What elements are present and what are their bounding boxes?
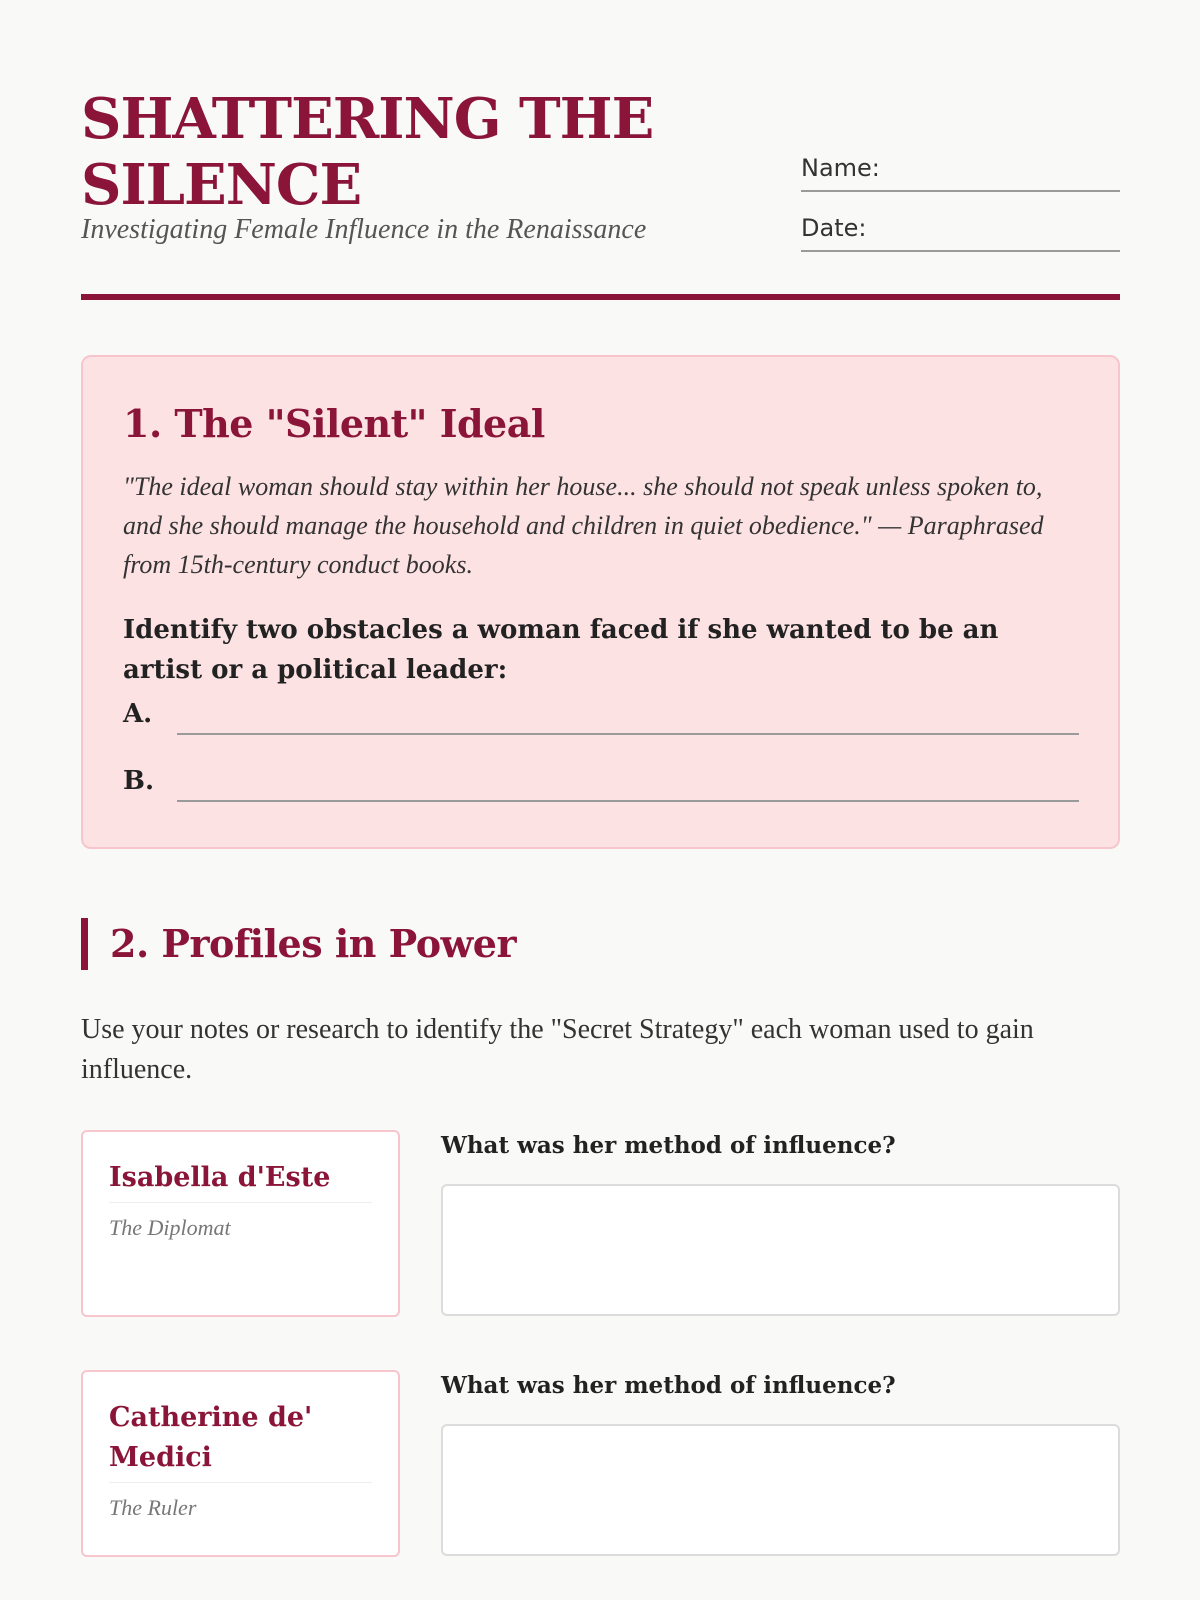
profile-name: Catherine de' Medici [109,1398,372,1483]
section-heading: 1. The "Silent" Ideal [123,401,545,446]
student-info [801,146,1120,266]
answer-line-b[interactable] [177,800,1079,802]
profile-name: Isabella d'Este [109,1158,372,1203]
method-answer-box-catherine[interactable] [441,1424,1120,1556]
question-text: Identify two obstacles a woman faced if she wanted to be an artist or a political leader: [123,615,999,685]
profile-role: The Diplomat [109,1215,231,1240]
worksheet-page [81,0,1120,1600]
quote-text: "The ideal woman should stay within her house... she should not speak unless spoken to, and she should manage the household and children in quiet obedience." — Paraphrased from 15th-century conduct books. [123,472,1044,579]
date-field[interactable] [801,206,1120,252]
name-field[interactable] [801,146,1120,192]
method-prompt: What was her method of influence? [441,1132,896,1159]
page-title: SHATTERING THE SILENCE [81,86,654,218]
header-divider [81,294,1120,300]
answer-letter: B. [123,766,155,796]
date-label: Date: [801,214,867,242]
method-answer-box-isabella[interactable] [441,1184,1120,1316]
answer-line-a[interactable] [177,733,1079,735]
profile-card-isabella [81,1130,400,1317]
profile-role: The Ruler [109,1495,197,1520]
worksheet-header [81,86,1120,300]
profile-card-catherine [81,1370,400,1557]
answer-letter: A. [123,699,153,729]
answer-row-b [123,766,1083,806]
section-silent-ideal [81,355,1120,849]
method-prompt: What was her method of influence? [441,1372,896,1399]
name-label: Name: [801,154,880,182]
section-heading-profiles: 2. Profiles in Power [81,918,516,970]
page-subtitle: Investigating Female Influence in the Renaissance [81,214,647,245]
answer-row-a [123,699,1083,739]
instructions-text: Use your notes or research to identify the "Secret Strategy" each woman used to gain influence. [81,1014,1034,1085]
